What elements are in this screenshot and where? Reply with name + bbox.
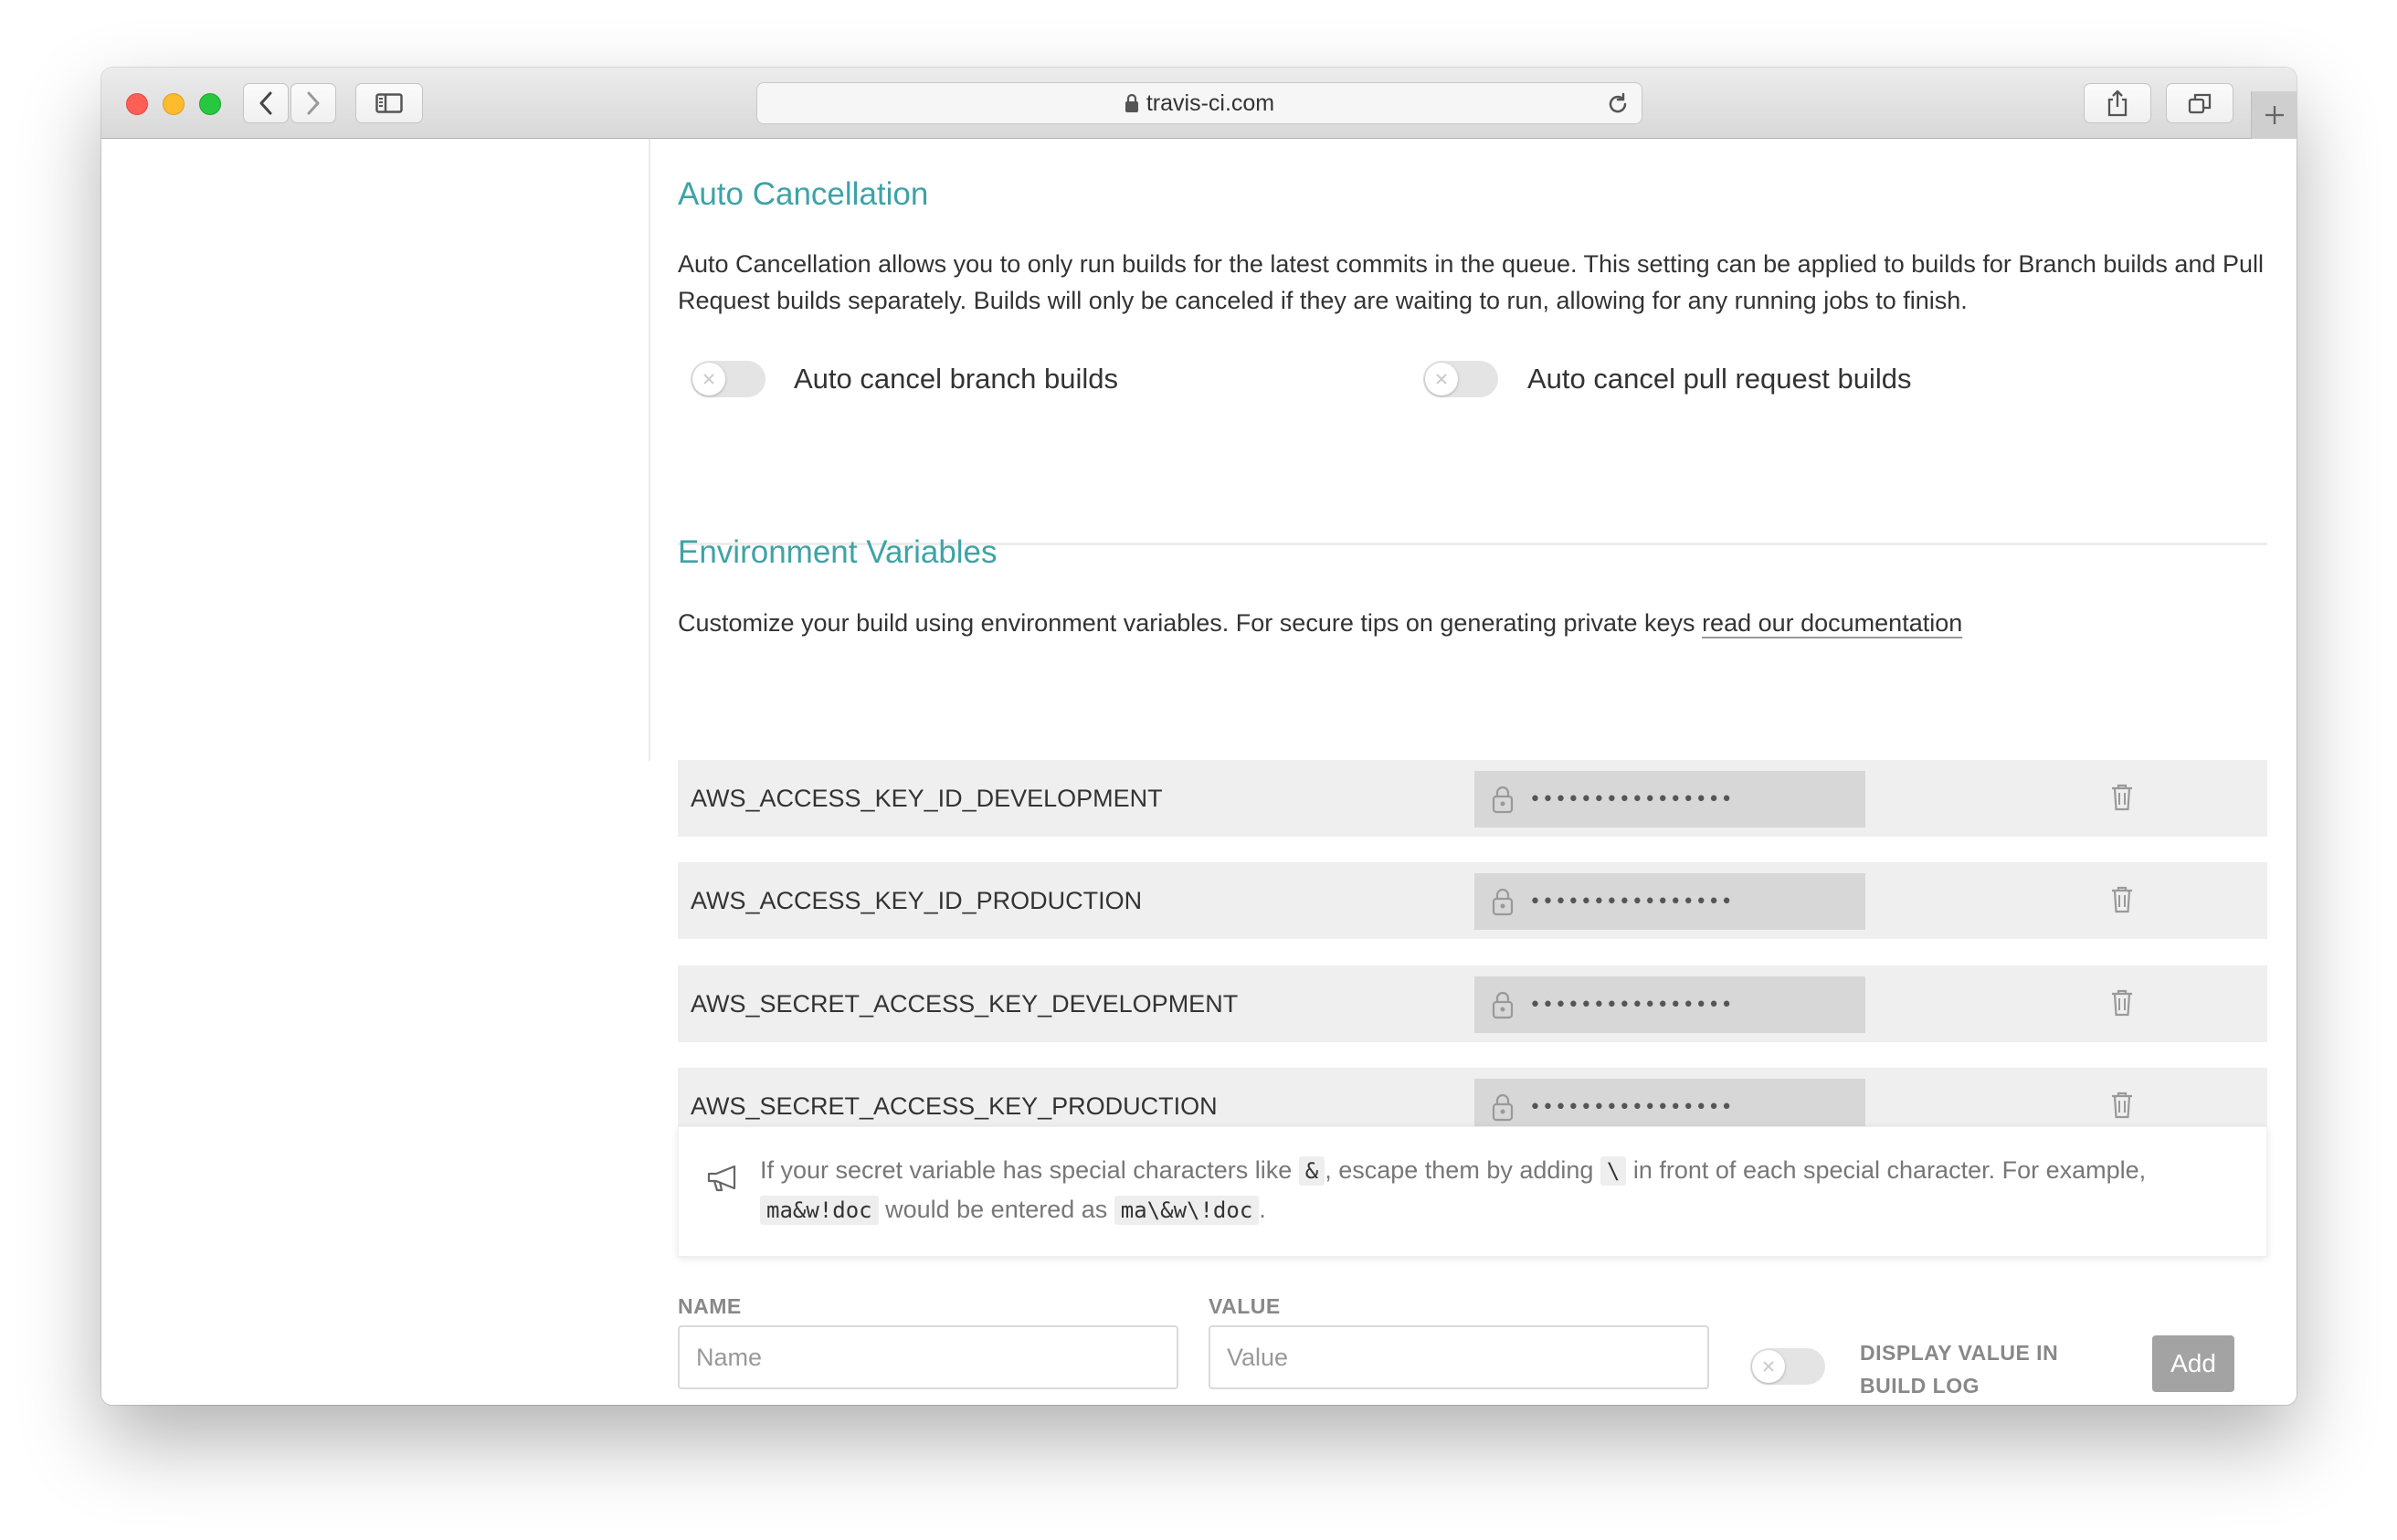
lock-icon	[1491, 887, 1515, 916]
env-vars-title: Environment Variables	[678, 534, 998, 570]
env-var-name: AWS_SECRET_ACCESS_KEY_PRODUCTION	[691, 1092, 1218, 1120]
auto-cancel-pr-toggle[interactable]	[1423, 361, 1498, 397]
sidebar-divider	[649, 139, 650, 761]
lock-icon	[1491, 785, 1515, 814]
megaphone-icon	[706, 1164, 743, 1197]
tip-text-3: in front of each special character. For example,	[1626, 1156, 2147, 1184]
env-var-name: AWS_ACCESS_KEY_ID_DEVELOPMENT	[691, 785, 1163, 812]
close-icon	[1761, 1359, 1776, 1374]
tip-text	[760, 1151, 2249, 1229]
value-input[interactable]	[1209, 1325, 1709, 1389]
back-button[interactable]	[243, 83, 289, 123]
auto-cancel-branch-toggle[interactable]	[691, 361, 766, 397]
tip-code-example: ma&w!doc	[760, 1196, 879, 1225]
browser-toolbar	[101, 68, 2297, 139]
auto-cancellation-title: Auto Cancellation	[678, 176, 929, 212]
display-value-label: DISPLAY VALUE IN BUILD LOG	[1860, 1341, 2059, 1398]
env-var-value: ••••••••••••••••	[1529, 787, 1734, 811]
address-bar[interactable]	[756, 82, 1642, 124]
trash-icon	[2110, 1091, 2134, 1120]
plus-icon	[2264, 104, 2286, 126]
tip-text-1: If your secret variable has special characters like	[760, 1156, 1299, 1184]
url-text: travis-ci.com	[1146, 90, 1275, 116]
env-var-value: ••••••••••••••••	[1529, 890, 1734, 913]
lock-icon	[1125, 93, 1139, 113]
env-var-value-field	[1474, 976, 1865, 1033]
lock-icon	[1491, 990, 1515, 1019]
lock-icon	[1491, 1092, 1515, 1122]
display-value-toggle[interactable]	[1750, 1348, 1825, 1385]
env-vars-description-text: Customize your build using environment variables. For secure tips on generating private keys	[678, 609, 1703, 637]
env-var-value-field	[1474, 771, 1865, 828]
tip-code-backslash: \	[1600, 1156, 1626, 1186]
env-var-row	[678, 862, 2267, 939]
chevron-left-icon	[259, 91, 273, 115]
env-var-value: ••••••••••••••••	[1529, 993, 1734, 1017]
auto-cancel-pr-label: Auto cancel pull request builds	[1527, 363, 1912, 395]
tip-text-4: would be entered as	[878, 1196, 1114, 1223]
page-content	[101, 139, 2297, 1405]
zoom-window-button[interactable]	[199, 93, 221, 115]
env-var-row	[678, 760, 2267, 837]
sidebar-toggle-button[interactable]	[355, 83, 423, 123]
env-var-value: ••••••••••••••••	[1529, 1095, 1734, 1119]
close-window-button[interactable]	[126, 93, 148, 115]
browser-window	[101, 68, 2297, 1405]
new-tab-button[interactable]	[2251, 91, 2297, 139]
env-var-name: AWS_ACCESS_KEY_ID_PRODUCTION	[691, 887, 1143, 914]
env-var-value-field	[1474, 873, 1865, 930]
name-field-label: NAME	[678, 1294, 742, 1318]
tabs-icon	[2188, 92, 2212, 114]
delete-variable-button[interactable]	[2110, 1091, 2134, 1124]
trash-icon	[2110, 783, 2134, 812]
share-icon	[2107, 90, 2128, 117]
env-var-name: AWS_SECRET_ACCESS_KEY_DEVELOPMENT	[691, 990, 1239, 1018]
name-input[interactable]	[678, 1325, 1178, 1389]
delete-variable-button[interactable]	[2110, 885, 2134, 919]
minimize-window-button[interactable]	[163, 93, 185, 115]
auto-cancellation-description: Auto Cancellation allows you to only run builds for the latest commits in the queue. This setting can be applied to builds for Branch builds and Pull Request builds separately. Builds will only be canceled if they are waiting to run, allowing for any running jobs to finish.	[678, 250, 2265, 314]
sidebar-icon	[375, 93, 403, 113]
tip-text-2: , escape them by adding	[1325, 1156, 1600, 1184]
trash-icon	[2110, 988, 2134, 1018]
tip-code-escaped-example: ma\&w\!doc	[1114, 1196, 1260, 1225]
value-field-label: VALUE	[1209, 1294, 1281, 1318]
trash-icon	[2110, 885, 2134, 914]
chevron-right-icon	[306, 91, 321, 115]
env-var-row	[678, 965, 2267, 1042]
delete-variable-button[interactable]	[2110, 783, 2134, 817]
env-vars-description	[678, 605, 2286, 641]
special-characters-tip	[678, 1126, 2267, 1257]
tip-code-ampersand: &	[1299, 1156, 1325, 1186]
share-button[interactable]	[2084, 83, 2151, 123]
auto-cancel-branch-label: Auto cancel branch builds	[794, 363, 1119, 395]
add-variable-button[interactable]: Add	[2152, 1335, 2234, 1392]
read-documentation-link[interactable]: read our documentation	[1702, 609, 1963, 637]
forward-button[interactable]	[290, 83, 336, 123]
reload-icon	[1605, 91, 1631, 117]
tip-text-5: .	[1259, 1196, 1266, 1223]
close-icon	[702, 372, 716, 386]
delete-variable-button[interactable]	[2110, 988, 2134, 1022]
reload-button[interactable]	[1605, 91, 1631, 121]
close-icon	[1434, 372, 1449, 386]
tabs-overview-button[interactable]	[2166, 83, 2233, 123]
